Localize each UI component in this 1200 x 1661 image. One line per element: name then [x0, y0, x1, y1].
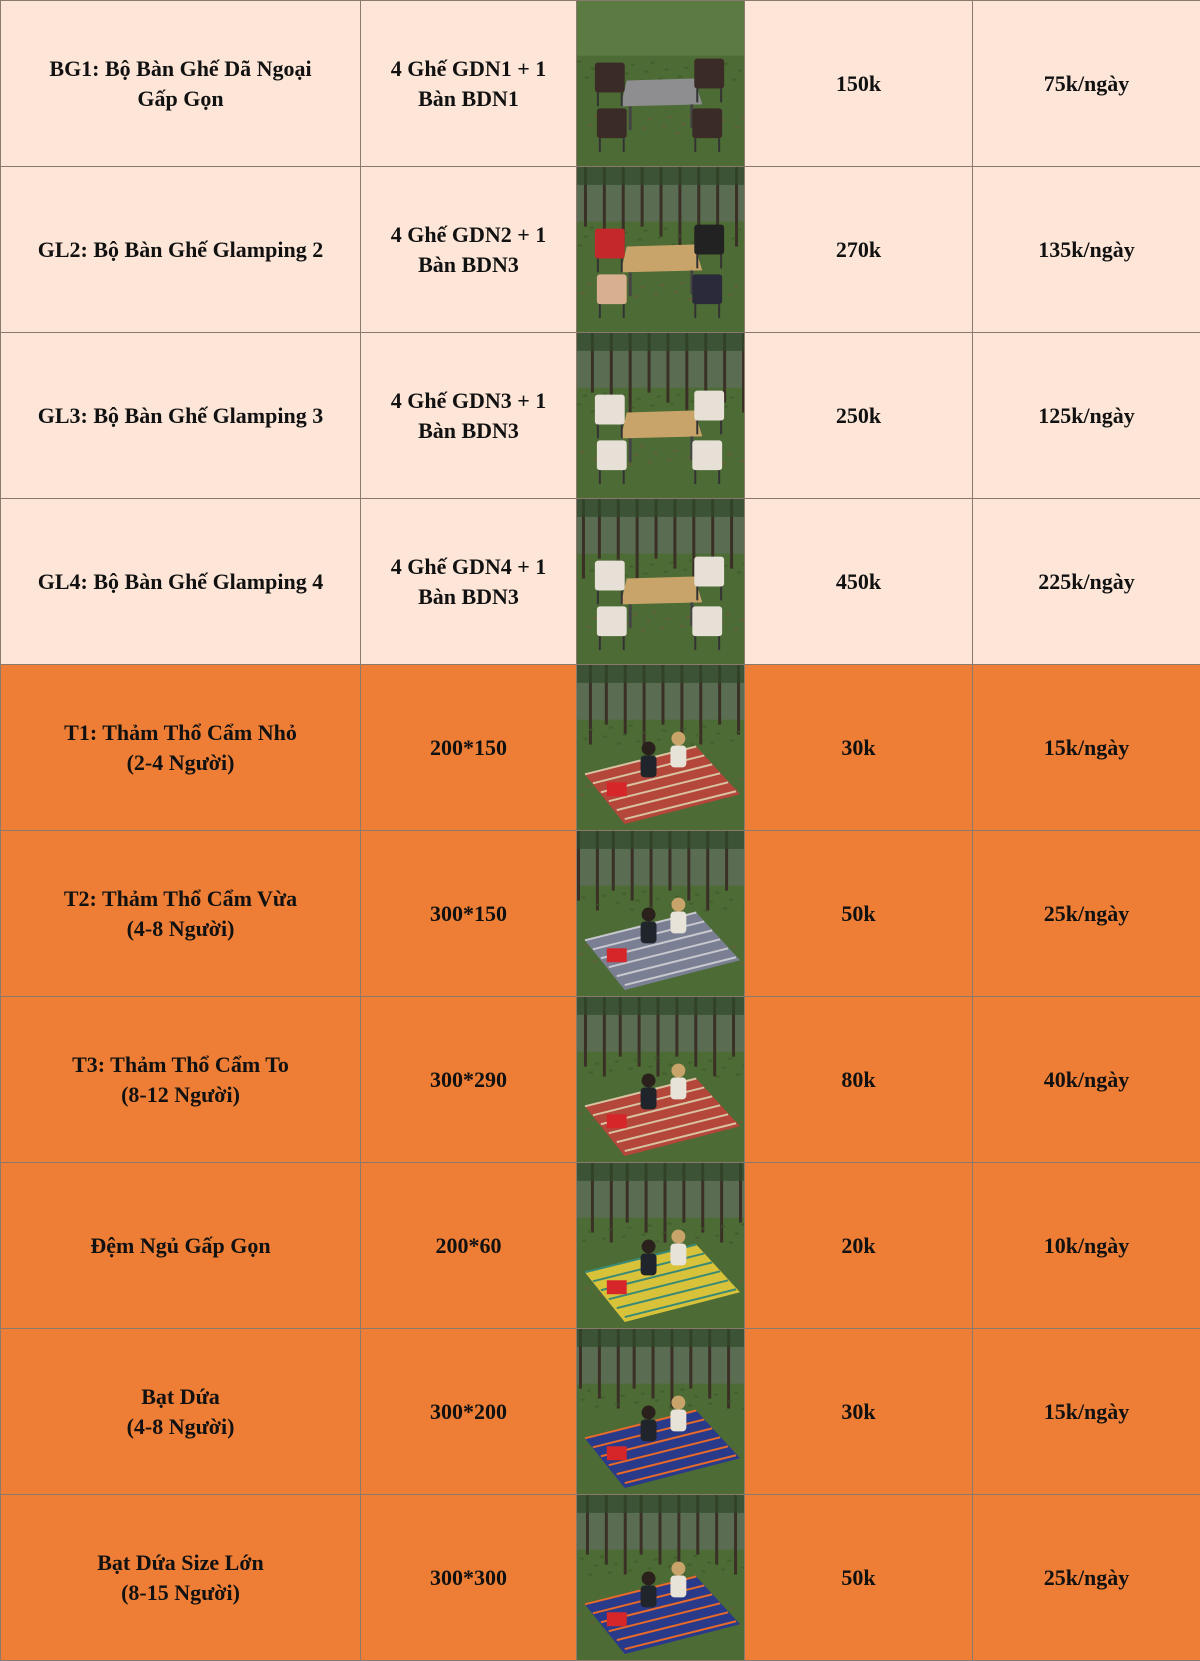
product-spec-cell: [361, 1495, 577, 1661]
daily-price-cell: [973, 831, 1200, 997]
product-spec: 4 Ghế GDN1 + 1 Bàn BDN1: [373, 54, 564, 114]
rental-price: 30k: [841, 1399, 875, 1424]
rental-price: 50k: [841, 901, 875, 926]
rental-price-cell: [745, 665, 973, 831]
product-name: GL4: Bộ Bàn Ghế Glamping 4: [13, 567, 348, 597]
daily-price-cell: [973, 167, 1200, 333]
daily-price: 10k/ngày: [1044, 1233, 1130, 1258]
product-photo-cell: [577, 1495, 745, 1661]
product-photo-cell: [577, 333, 745, 499]
tarp-photo: [577, 1329, 744, 1494]
product-spec: 300*290: [373, 1065, 564, 1095]
product-photo: [577, 997, 744, 1162]
table-row: [1, 1163, 1200, 1329]
rental-price-cell: [745, 1, 973, 167]
table-row: [1, 1, 1200, 167]
rental-price: 80k: [841, 1067, 875, 1092]
product-name-cell: [1, 831, 361, 997]
product-name-cell: [1, 997, 361, 1163]
table-row: [1, 1495, 1200, 1661]
table-body: [1, 1, 1200, 1661]
picnic-rug-photo: [577, 831, 744, 996]
sleeping-mat-photo: [577, 1163, 744, 1328]
product-name-cell: [1, 1163, 361, 1329]
picnic-rug-photo: [577, 665, 744, 830]
product-name-cell: [1, 1495, 361, 1661]
table-row: [1, 167, 1200, 333]
table-row: [1, 997, 1200, 1163]
product-spec: 4 Ghế GDN3 + 1 Bàn BDN3: [373, 386, 564, 446]
daily-price-cell: [973, 1, 1200, 167]
rental-price-cell: [745, 333, 973, 499]
product-name: BG1: Bộ Bàn Ghế Dã Ngoại Gấp Gọn: [13, 54, 348, 114]
product-photo: [577, 167, 744, 332]
product-photo-cell: [577, 997, 745, 1163]
product-photo-cell: [577, 1329, 745, 1495]
product-name-cell: [1, 167, 361, 333]
glamping-chairs-photo: [577, 167, 744, 332]
product-photo: [577, 1495, 744, 1660]
product-name: GL2: Bộ Bàn Ghế Glamping 2: [13, 235, 348, 265]
daily-price-cell: [973, 665, 1200, 831]
product-photo-cell: [577, 1, 745, 167]
product-spec: 4 Ghế GDN4 + 1 Bàn BDN3: [373, 552, 564, 612]
rental-price: 20k: [841, 1233, 875, 1258]
rental-price-cell: [745, 1495, 973, 1661]
product-photo: [577, 499, 744, 664]
glamping-chairs-photo: [577, 499, 744, 664]
product-spec-cell: [361, 333, 577, 499]
table-row: [1, 665, 1200, 831]
product-name-cell: [1, 1329, 361, 1495]
product-photo: [577, 665, 744, 830]
product-name-cell: [1, 499, 361, 665]
picnic-rug-photo: [577, 997, 744, 1162]
daily-price: 135k/ngày: [1038, 237, 1135, 262]
folding-table-chairs-photo: [577, 1, 744, 166]
daily-price: 15k/ngày: [1044, 1399, 1130, 1424]
daily-price-cell: [973, 1329, 1200, 1495]
rental-price: 250k: [836, 403, 881, 428]
rental-price-cell: [745, 1329, 973, 1495]
product-photo-cell: [577, 831, 745, 997]
product-name: Bạt Dứa (4-8 Người): [13, 1382, 348, 1442]
daily-price-cell: [973, 997, 1200, 1163]
product-name-cell: [1, 1, 361, 167]
product-name: Đệm Ngủ Gấp Gọn: [13, 1231, 348, 1261]
rental-price-cell: [745, 167, 973, 333]
product-name: T2: Thảm Thổ Cẩm Vừa (4-8 Người): [13, 884, 348, 944]
product-name: T3: Thảm Thổ Cẩm To (8-12 Người): [13, 1050, 348, 1110]
rental-price: 270k: [836, 237, 881, 262]
table-row: [1, 831, 1200, 997]
daily-price: 125k/ngày: [1038, 403, 1135, 428]
table-row: [1, 333, 1200, 499]
daily-price-cell: [973, 499, 1200, 665]
product-photo-cell: [577, 1163, 745, 1329]
glamping-chairs-photo: [577, 333, 744, 498]
rental-price-cell: [745, 831, 973, 997]
product-name: Bạt Dứa Size Lớn (8-15 Người): [13, 1548, 348, 1608]
product-spec-cell: [361, 1329, 577, 1495]
daily-price: 25k/ngày: [1044, 1565, 1130, 1590]
product-photo-cell: [577, 499, 745, 665]
daily-price: 25k/ngày: [1044, 901, 1130, 926]
product-name: T1: Thảm Thổ Cẩm Nhỏ (2-4 Người): [13, 718, 348, 778]
product-photo: [577, 1, 744, 166]
product-photo-cell: [577, 167, 745, 333]
rental-price-cell: [745, 1163, 973, 1329]
product-spec: 200*60: [373, 1231, 564, 1261]
daily-price-cell: [973, 333, 1200, 499]
product-spec-cell: [361, 499, 577, 665]
product-spec-cell: [361, 665, 577, 831]
rental-price-cell: [745, 499, 973, 665]
product-spec: 300*300: [373, 1563, 564, 1593]
product-photo-cell: [577, 665, 745, 831]
rental-price: 150k: [836, 71, 881, 96]
product-spec-cell: [361, 1163, 577, 1329]
daily-price: 15k/ngày: [1044, 735, 1130, 760]
product-spec-cell: [361, 167, 577, 333]
rental-price-cell: [745, 997, 973, 1163]
rental-price: 30k: [841, 735, 875, 760]
table-row: [1, 499, 1200, 665]
product-spec-cell: [361, 831, 577, 997]
daily-price-cell: [973, 1163, 1200, 1329]
product-photo: [577, 1163, 744, 1328]
rental-price: 50k: [841, 1565, 875, 1590]
product-photo: [577, 831, 744, 996]
product-spec: 200*150: [373, 733, 564, 763]
tarp-photo: [577, 1495, 744, 1660]
product-name-cell: [1, 665, 361, 831]
product-name-cell: [1, 333, 361, 499]
product-spec: 300*150: [373, 899, 564, 929]
daily-price-cell: [973, 1495, 1200, 1661]
product-photo: [577, 333, 744, 498]
product-photo: [577, 1329, 744, 1494]
daily-price: 75k/ngày: [1044, 71, 1130, 96]
daily-price: 225k/ngày: [1038, 569, 1135, 594]
product-spec-cell: [361, 997, 577, 1163]
rental-price: 450k: [836, 569, 881, 594]
product-spec: 300*200: [373, 1397, 564, 1427]
product-name: GL3: Bộ Bàn Ghế Glamping 3: [13, 401, 348, 431]
product-spec: 4 Ghế GDN2 + 1 Bàn BDN3: [373, 220, 564, 280]
table-row: [1, 1329, 1200, 1495]
daily-price: 40k/ngày: [1044, 1067, 1130, 1092]
product-spec-cell: [361, 1, 577, 167]
